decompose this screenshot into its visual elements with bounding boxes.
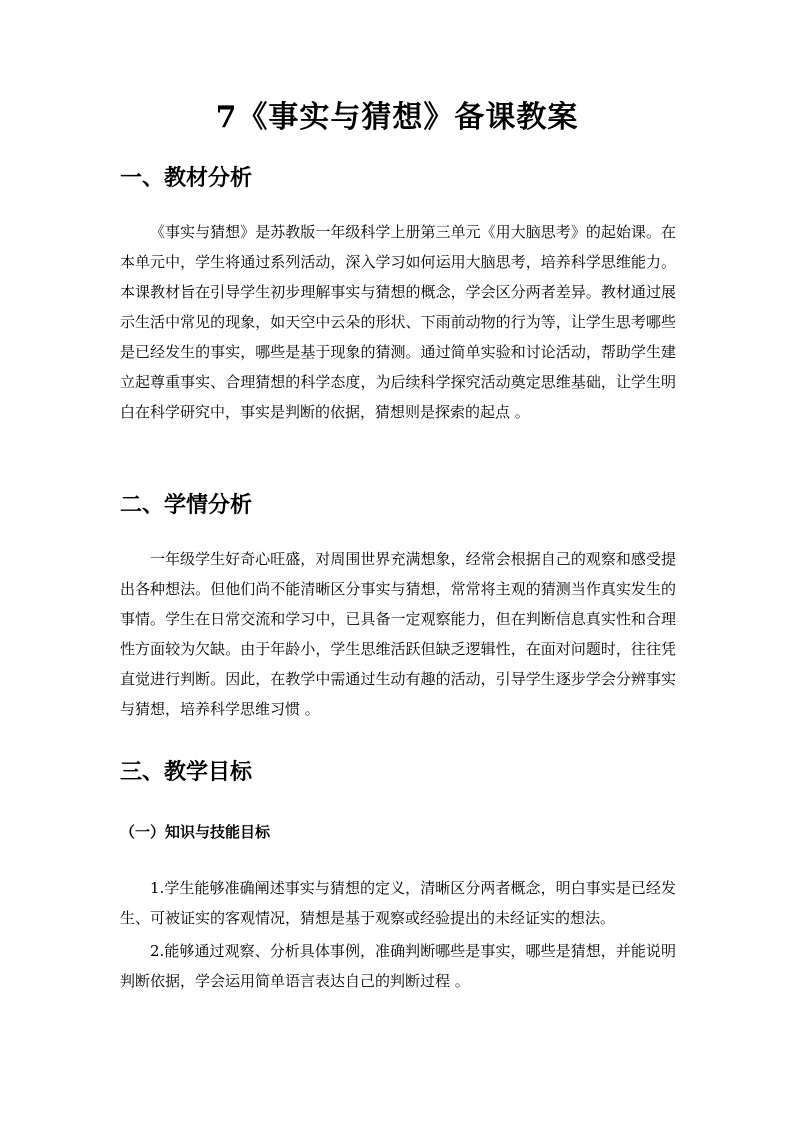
subsection-heading-knowledge-skills: （一）知识与技能目标: [120, 823, 271, 841]
section-heading-student-analysis: 二、学情分析: [120, 492, 253, 518]
section-heading-textbook-analysis: 一、教材分析: [120, 165, 253, 191]
section-heading-teaching-objectives: 三、教学目标: [120, 759, 253, 785]
objective-item-1: 1.学生能够准确阐述事实与猜想的定义，清晰区分两者概念，明白事实是已经发生、可被证实的客观情况，猜想是基于观察或经验提出的未经证实的想法。: [120, 879, 676, 927]
document-title: 7《事实与猜想》备课教案: [215, 100, 579, 135]
objective-item-2: 2.能够通过观察、分析具体事例，准确判断哪些是事实，哪些是猜想，并能说明判断依据，学会运用简单语言表达自己的判断过程 。: [120, 942, 676, 990]
section-paragraph-textbook-analysis: 《事实与猜想》是苏教版一年级科学上册第三单元《用大脑思考》的起始课。在本单元中，学生将通过系列活动，深入学习如何运用大脑思考，培养科学思维能力。本课教材旨在引导学生初步理解事实与猜想的概念，学会区分两者差异。教材通过展示生活中常见的现象，如天空中云朵的形状、下雨前动物的行为等，让学生思考哪些是已经发生的事实，哪些是基于现象的猜测。通过简单实验和讨论活动，帮助学生建立起尊重事实、合理猜想的科学态度，为后续科学探究活动奠定思维基础，让学生明白在科学研究中，事实是判断的依据，猜想则是探索的起点 。: [120, 223, 676, 421]
section-paragraph-student-analysis: 一年级学生好奇心旺盛，对周围世界充满想象，经常会根据自己的观察和感受提出各种想法。但他们尚不能清晰区分事实与猜想，常常将主观的猜测当作真实发生的事情。学生在日常交流和学习中，已具备一定观察能力，但在判断信息真实性和合理性方面较为欠缺。由于年龄小，学生思维活跃但缺乏逻辑性，在面对问题时，往往凭直觉进行判断。因此，在教学中需通过生动有趣的活动，引导学生逐步学会分辨事实与猜想，培养科学思维习惯 。: [120, 550, 676, 718]
